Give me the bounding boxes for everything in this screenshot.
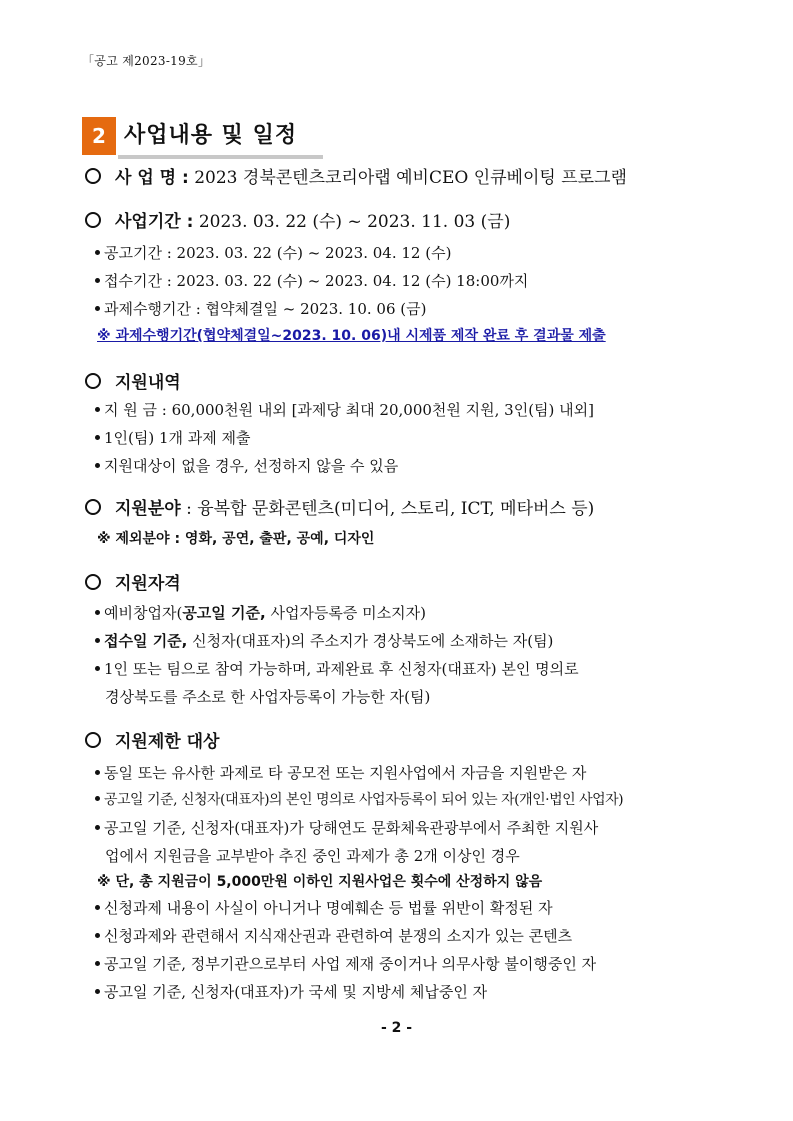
bullet-icon [95, 989, 100, 994]
bullet-icon [95, 278, 100, 283]
restrictions-row [85, 731, 219, 753]
list-item: 신청과제 내용이 사실이 아니거나 명예훼손 등 법률 위반이 확정된 자 [95, 898, 553, 918]
list-item: 공고일 기준, 정부기관으로부터 사업 제재 중이거나 의무사항 불이행중인 자 [95, 954, 596, 974]
list-item: 지원대상이 없을 경우, 선정하지 않을 수 있음 [95, 456, 398, 476]
period-label: 사업기간 : [115, 212, 194, 232]
eligibility-row [85, 573, 181, 595]
field-value: : 융복합 문화콘텐츠(미디어, 스토리, ICT, 메타버스 등) [186, 499, 595, 519]
section-underline [118, 155, 323, 159]
list-item-continuation: 업에서 지원금을 교부받아 추진 중인 과제가 총 2개 이상인 경우 [105, 847, 520, 865]
bullet-icon [95, 638, 100, 643]
period-value: 2023. 03. 22 (수) ~ 2023. 11. 03 (금) [198, 212, 511, 232]
announcement-number: 「공고 제2023-19호」 [82, 54, 211, 68]
circle-bullet-icon [85, 212, 101, 228]
circle-bullet-icon [85, 499, 101, 515]
bullet-icon [95, 463, 100, 468]
list-item: 접수일 기준, 신청자(대표자)의 주소지가 경상북도에 소재하는 자(팀) [95, 631, 553, 651]
list-item: 접수기간 : 2023. 03. 22 (수) ~ 2023. 04. 12 (수) 18:00까지 [95, 271, 528, 291]
bullet-icon [95, 435, 100, 440]
field-label: 지원분야 [115, 499, 181, 519]
section-title: 사업내용 및 일정 [124, 123, 298, 148]
page-number: - 2 - [380, 1020, 413, 1036]
period-note: ※ 과제수행기간(협약체결일~2023. 10. 06)내 시제품 제작 완료 후 결과물 제출 [97, 328, 606, 344]
support-row [85, 372, 181, 394]
bullet-icon [95, 770, 100, 775]
project-name-row [85, 167, 627, 189]
project-name-label: 사 업 명 : [115, 168, 189, 188]
circle-bullet-icon [85, 732, 101, 748]
list-item: 1인(팀) 1개 과제 제출 [95, 428, 251, 448]
section-header [82, 117, 722, 159]
field-row [85, 498, 594, 520]
project-name-value: 2023 경북콘텐츠코리아랩 예비CEO 인큐베이팅 프로그램 [194, 168, 627, 188]
list-item: 지 원 금 : 60,000천원 내외 [과제당 최대 20,000천원 지원, 3인(팀) 내외] [95, 400, 594, 420]
bullet-icon [95, 250, 100, 255]
list-item: 공고일 기준, 신청자(대표자)가 당해연도 문화체육관광부에서 주최한 지원사 [95, 818, 598, 838]
bullet-icon [95, 306, 100, 311]
bullet-icon [95, 905, 100, 910]
bullet-icon [95, 610, 100, 615]
list-item-continuation: 경상북도를 주소로 한 사업자등록이 가능한 자(팀) [105, 688, 431, 706]
list-item: 과제수행기간 : 협약체결일 ~ 2023. 10. 06 (금) [95, 299, 426, 319]
period-row [85, 211, 510, 233]
bullet-icon [95, 933, 100, 938]
circle-bullet-icon [85, 373, 101, 389]
list-item: 동일 또는 유사한 과제로 타 공모전 또는 지원사업에서 자금을 지원받은 자 [95, 763, 586, 783]
list-item: 공고일 기준, 신청자(대표자)의 본인 명의로 사업자등록이 되어 있는 자(개인·법인 사업자) [95, 790, 623, 810]
circle-bullet-icon [85, 168, 101, 184]
list-item: 공고기간 : 2023. 03. 22 (수) ~ 2023. 04. 12 (수) [95, 243, 451, 263]
circle-bullet-icon [85, 574, 101, 590]
restrictions-label: 지원제한 대상 [115, 732, 220, 752]
list-item: 1인 또는 팀으로 참여 가능하며, 과제완료 후 신청자(대표자) 본인 명의로 [95, 659, 579, 679]
bullet-icon [95, 796, 100, 801]
support-label: 지원내역 [115, 373, 181, 393]
eligibility-label: 지원자격 [115, 574, 181, 594]
list-item: 예비창업자(공고일 기준, 사업자등록증 미소지자) [95, 603, 426, 623]
restrictions-note: ※ 단, 총 지원금이 5,000만원 이하인 지원사업은 횟수에 산정하지 않음 [97, 874, 543, 890]
section-number: 2 [82, 117, 116, 155]
list-item: 신청과제와 관련해서 지식재산권과 관련하여 분쟁의 소지가 있는 콘텐츠 [95, 926, 572, 946]
bullet-icon [95, 666, 100, 671]
bullet-icon [95, 825, 100, 830]
bullet-icon [95, 407, 100, 412]
list-item: 공고일 기준, 신청자(대표자)가 국세 및 지방세 체납중인 자 [95, 982, 487, 1002]
bullet-icon [95, 961, 100, 966]
field-note: ※ 제외분야 : 영화, 공연, 출판, 공예, 디자인 [97, 531, 375, 547]
